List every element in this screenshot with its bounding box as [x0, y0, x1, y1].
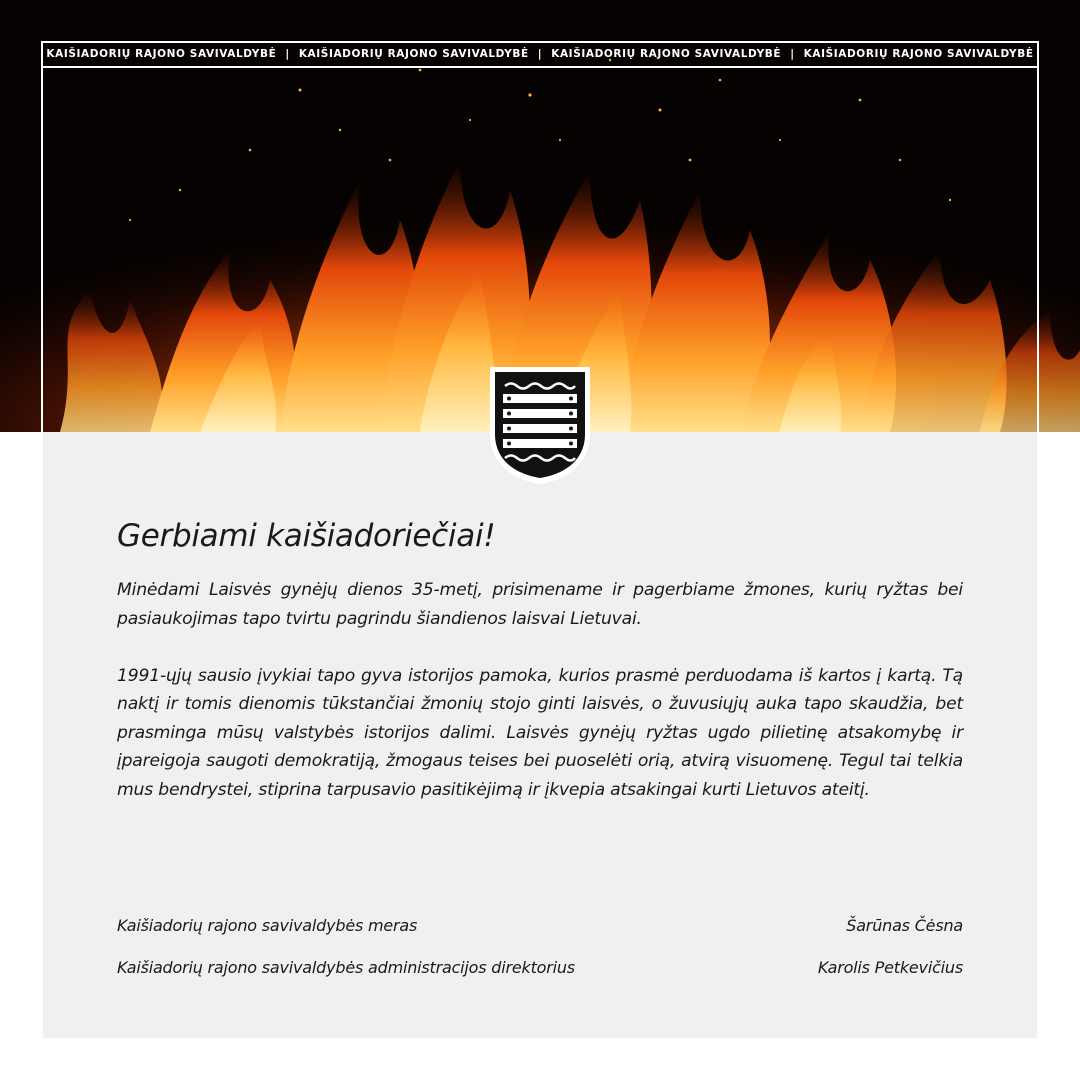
signature-row: [117, 916, 963, 935]
signature-row: [117, 958, 963, 977]
banner-separator: |: [285, 47, 290, 60]
banner-text: KAIŠIADORIŲ RAJONO SAVIVALDYBĖ: [46, 47, 277, 60]
signature-name: Karolis Petkevičius: [817, 958, 963, 977]
banner-text: KAIŠIADORIŲ RAJONO SAVIVALDYBĖ: [298, 47, 529, 60]
coat-of-arms-icon: [487, 364, 593, 486]
paragraph: 1991-ųjų sausio įvykiai tapo gyva istorijos pamoka, kurios prasmė perduodama iš kartos į kartą. Tą naktį ir tomis dienomis tūkstančiai žmonių stojo ginti laisvės, o žuvusiųjų auka tapo skaudžia, bet prasminga mūsų valstybės istorijos dalimi. Laisvės gynėjų ryžtas ugdo pilietinę atsakomybę ir įpareigoja saugoti demokratiją, žmogaus teises bei puoselėti orią, atvirą visuomenę. Tegul tai telkia mus bendrystei, stiprina tarpusavio pasitikėjimą ir įkvepia atsakingai kurti Lietuvos ateitį.: [117, 665, 963, 800]
header-banner: [41, 41, 1039, 68]
banner-separator: |: [790, 47, 795, 60]
banner-separator: |: [537, 47, 543, 60]
signature-title: Kaišiadorių rajono savivaldybės meras: [117, 916, 418, 935]
signature-name: Šarūnas Čėsna: [846, 916, 963, 935]
message-body: [117, 576, 963, 833]
banner-text: KAIŠIADORIŲ RAJONO SAVIVALDYBĖ: [803, 47, 1034, 60]
paragraph: Minėdami Laisvės gynėjų dienos 35-metį, prisimename ir pagerbiame žmones, kurių ryžtas bei pasiaukojimas tapo tvirtu pagrindu šiandienos laisvai Lietuvai.: [117, 580, 963, 629]
greeting-heading: Gerbiami kaišiadoriečiai!: [117, 518, 496, 554]
signature-title: Kaišiadorių rajono savivaldybės administracijos direktorius: [117, 958, 575, 977]
banner-text: KAIŠIADORIŲ RAJONO SAVIVALDYBĖ: [551, 47, 782, 60]
